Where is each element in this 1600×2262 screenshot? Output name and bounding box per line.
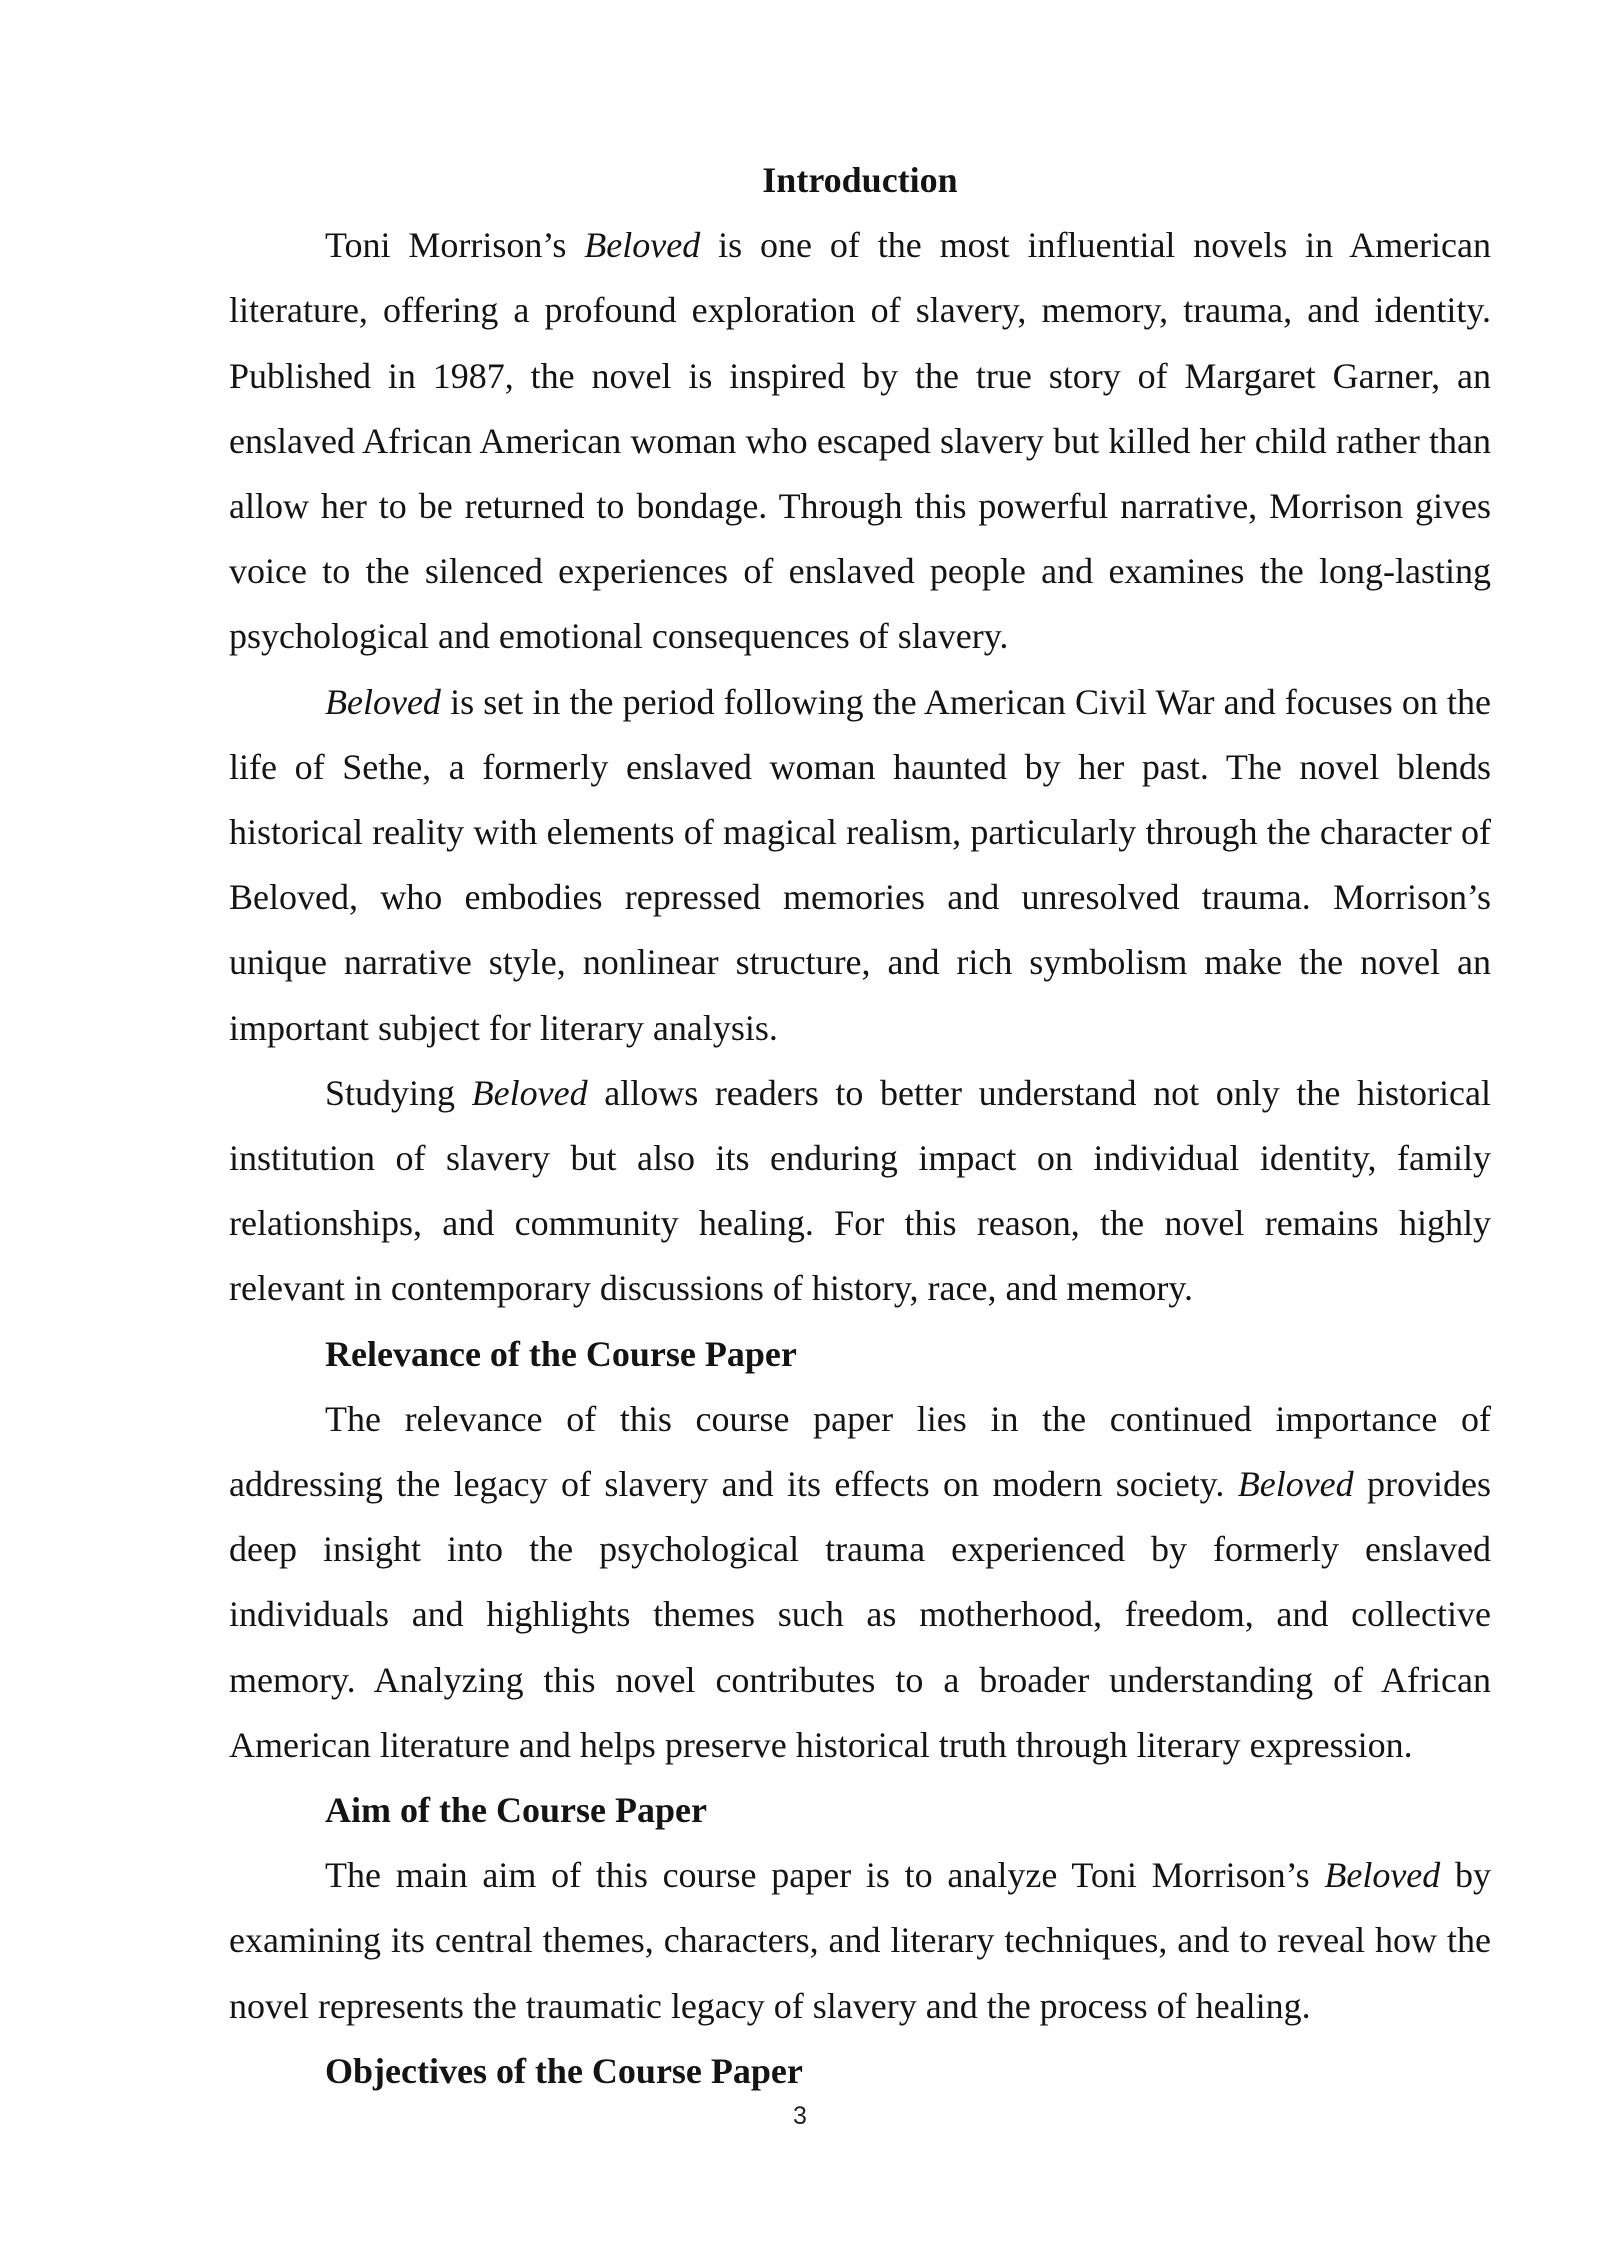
intro-paragraph-2: Beloved is set in the period following the American Civil War and focuses on the life of Sethe, a formerly enslaved woman haunted by her past. The novel blends historical reality with elements of magical realism, particularly through the character of Beloved, who embodies repressed memories and unresolved trauma. Morrison’s unique narrative style, nonlinear structure, and rich symbolism make the novel an important subject for literary analysis. <box>229 681 1491 1048</box>
novel-title-italic: Beloved <box>471 1072 588 1113</box>
novel-title-italic: Beloved <box>1324 1855 1441 1896</box>
novel-title-italic: Beloved <box>1237 1464 1354 1505</box>
heading-aim: Aim of the Course Paper <box>325 1790 707 1831</box>
document-body <box>229 148 1491 2104</box>
novel-title-italic: Beloved <box>325 681 441 722</box>
page-number: 3 <box>793 2102 807 2130</box>
heading-relevance: Relevance of the Course Paper <box>325 1333 797 1374</box>
novel-title-italic: Beloved <box>584 225 701 266</box>
intro-paragraph-3: Studying Beloved allows readers to better understand not only the historical institution of slavery but also its enduring impact on individual identity, family relationships, and community healing. For this reason, the novel remains highly relevant in contemporary discussions of history, race, and memory. <box>229 1072 1491 1309</box>
relevance-paragraph: The relevance of this course paper lies in the continued importance of addressing the legacy of slavery and its effects on modern society. Beloved provides deep insight into the psychological trauma experienced by formerly enslaved individuals and highlights themes such as motherhood, freedom, and collective memory. Analyzing this novel contributes to a broader understanding of African American literature and helps preserve historical truth through literary expression. <box>229 1398 1491 1765</box>
section-title-introduction: Introduction <box>762 160 958 200</box>
heading-objectives: Objectives of the Course Paper <box>325 2050 803 2091</box>
intro-paragraph-1: Toni Morrison’s Beloved is one of the most influential novels in American literature, offering a profound exploration of slavery, memory, trauma, and identity. Published in 1987, the novel is inspired by the true story of Margaret Garner, an enslaved African American woman who escaped slavery but killed her child rather than allow her to be returned to bondage. Through this powerful narrative, Morrison gives voice to the silenced experiences of enslaved people and examines the long-lasting psychological and emotional consequences of slavery. <box>229 225 1492 657</box>
aim-paragraph: The main aim of this course paper is to analyze Toni Morrison’s Beloved by examining its central themes, characters, and literary techniques, and to reveal how the novel represents the traumatic legacy of slavery and the process of healing. <box>229 1855 1492 2026</box>
